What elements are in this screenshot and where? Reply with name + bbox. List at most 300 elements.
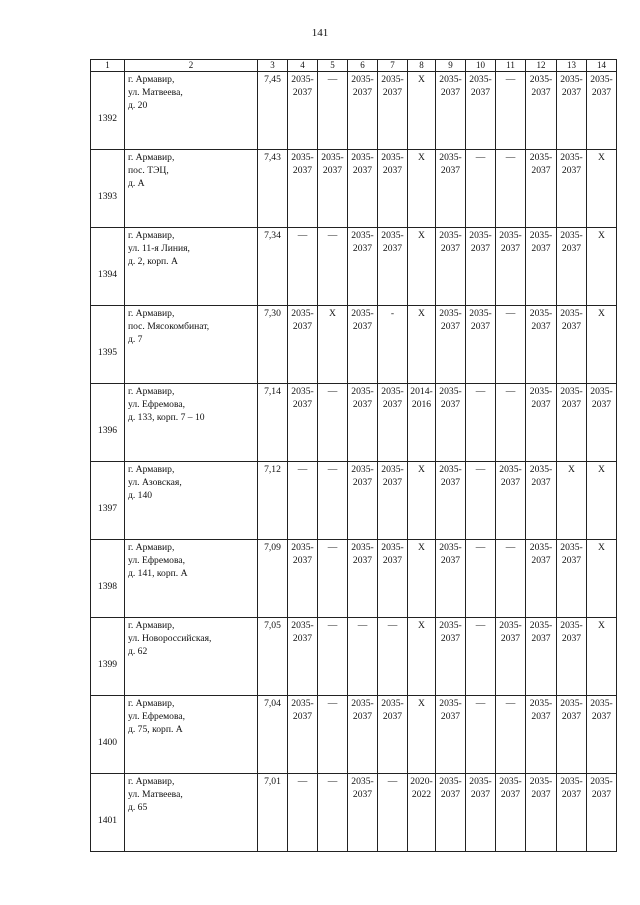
period-cell bbox=[288, 540, 318, 618]
period-text: 2037 bbox=[352, 789, 373, 800]
address-line: д. 133, корп. 7 – 10 bbox=[128, 412, 205, 423]
period-text: 2035- bbox=[321, 152, 344, 163]
period-cell bbox=[436, 150, 466, 228]
period-cell bbox=[318, 774, 348, 852]
value-cell: 7,43 bbox=[258, 150, 288, 228]
period-text: — bbox=[505, 152, 516, 163]
period-text: — bbox=[327, 542, 338, 553]
period-text: — bbox=[327, 620, 338, 631]
period-text: — bbox=[387, 776, 398, 787]
period-text: 2037 bbox=[440, 633, 461, 644]
period-cell bbox=[496, 72, 526, 150]
period-text: 2037 bbox=[470, 243, 491, 254]
address-line: ул. Азовская, bbox=[128, 477, 182, 488]
table-row bbox=[91, 384, 617, 462]
period-text: 2035- bbox=[590, 74, 613, 85]
period-text: 2037 bbox=[352, 477, 373, 488]
period-text: X bbox=[418, 620, 425, 631]
period-cell bbox=[408, 696, 436, 774]
address-line: г. Армавир, bbox=[128, 152, 175, 163]
period-text: 2037 bbox=[352, 321, 373, 332]
period-cell bbox=[526, 228, 557, 306]
period-cell bbox=[587, 540, 617, 618]
period-text: — bbox=[505, 542, 516, 553]
period-cell bbox=[496, 306, 526, 384]
period-text: 2035- bbox=[381, 542, 404, 553]
period-cell bbox=[288, 72, 318, 150]
period-text: 2035- bbox=[381, 464, 404, 475]
period-text: — bbox=[327, 698, 338, 709]
period-cell bbox=[408, 228, 436, 306]
period-text: 2035- bbox=[291, 386, 314, 397]
period-cell bbox=[348, 618, 378, 696]
period-text: 2037 bbox=[440, 399, 461, 410]
period-cell bbox=[526, 72, 557, 150]
period-text: 2037 bbox=[591, 399, 612, 410]
period-cell bbox=[496, 384, 526, 462]
period-text: 2035- bbox=[590, 386, 613, 397]
period-text: 2037 bbox=[531, 399, 551, 410]
period-text: 2037 bbox=[591, 789, 612, 800]
period-text: 2035- bbox=[469, 776, 492, 787]
period-text: 2035- bbox=[351, 74, 374, 85]
column-header: 10 bbox=[466, 60, 496, 72]
period-cell bbox=[318, 72, 348, 150]
period-text: 2035- bbox=[529, 698, 553, 709]
period-cell bbox=[587, 306, 617, 384]
row-number: 1399 bbox=[97, 659, 118, 670]
period-cell bbox=[466, 618, 496, 696]
address-cell bbox=[125, 72, 258, 150]
period-text: 2014- bbox=[410, 386, 433, 397]
period-text: 2037 bbox=[382, 87, 403, 98]
period-text: 2035- bbox=[560, 74, 583, 85]
period-cell bbox=[378, 72, 408, 150]
period-text: 2035- bbox=[439, 776, 462, 787]
address-line: ул. Ефремова, bbox=[128, 555, 186, 566]
period-text: 2037 bbox=[382, 399, 403, 410]
period-text: — bbox=[297, 776, 308, 787]
period-text: 2035- bbox=[351, 542, 374, 553]
row-number-cell bbox=[91, 228, 125, 306]
period-text: 2037 bbox=[470, 87, 491, 98]
period-text: 2037 bbox=[531, 555, 551, 566]
period-text: 2037 bbox=[440, 477, 461, 488]
period-text: 2037 bbox=[531, 477, 551, 488]
column-header: 3 bbox=[258, 60, 288, 72]
column-header: 4 bbox=[288, 60, 318, 72]
value-cell: 7,04 bbox=[258, 696, 288, 774]
period-cell bbox=[378, 228, 408, 306]
address-cell bbox=[125, 228, 258, 306]
period-text: 2037 bbox=[352, 243, 373, 254]
period-cell bbox=[587, 228, 617, 306]
period-cell bbox=[378, 618, 408, 696]
period-cell bbox=[587, 72, 617, 150]
value-cell: 7,12 bbox=[258, 462, 288, 540]
period-text: 2035- bbox=[529, 542, 553, 553]
period-cell bbox=[587, 150, 617, 228]
column-header: 12 bbox=[526, 60, 557, 72]
period-cell bbox=[318, 540, 348, 618]
period-text: 2037 bbox=[292, 633, 313, 644]
period-text: 2037 bbox=[292, 399, 313, 410]
period-text: 2037 bbox=[531, 789, 551, 800]
period-text: 2035- bbox=[291, 152, 314, 163]
period-text: 2037 bbox=[382, 165, 403, 176]
period-text: 2035- bbox=[499, 230, 522, 241]
period-text: 2037 bbox=[500, 633, 521, 644]
column-header: 5 bbox=[318, 60, 348, 72]
period-cell bbox=[557, 618, 587, 696]
period-text: 2037 bbox=[531, 711, 551, 722]
period-cell bbox=[378, 150, 408, 228]
period-text: 2037 bbox=[500, 243, 521, 254]
address-line: ул. Матвеева, bbox=[128, 87, 183, 98]
period-cell bbox=[408, 384, 436, 462]
period-cell bbox=[378, 306, 408, 384]
period-text: 2020- bbox=[410, 776, 433, 787]
period-cell bbox=[466, 540, 496, 618]
page-number: 141 bbox=[311, 27, 329, 39]
period-cell bbox=[526, 774, 557, 852]
value-cell: 7,30 bbox=[258, 306, 288, 384]
period-text: 2035- bbox=[499, 620, 522, 631]
period-text: 2035- bbox=[351, 698, 374, 709]
period-text: X bbox=[568, 464, 575, 475]
row-number-cell bbox=[91, 540, 125, 618]
period-text: 2035- bbox=[560, 698, 583, 709]
period-cell bbox=[496, 774, 526, 852]
period-cell bbox=[557, 228, 587, 306]
period-cell bbox=[288, 618, 318, 696]
period-cell bbox=[318, 696, 348, 774]
period-cell bbox=[557, 540, 587, 618]
period-text: 2037 bbox=[561, 399, 582, 410]
period-text: 2035- bbox=[291, 542, 314, 553]
period-text: 2037 bbox=[440, 789, 461, 800]
row-number: 1400 bbox=[97, 737, 118, 748]
address-line: ул. Новороссийская, bbox=[128, 633, 212, 644]
row-number-cell bbox=[91, 150, 125, 228]
period-text: X bbox=[598, 230, 605, 241]
period-text: 2035- bbox=[529, 620, 553, 631]
period-cell bbox=[526, 462, 557, 540]
address-line: д. 65 bbox=[128, 802, 148, 813]
period-text: 2035- bbox=[469, 308, 492, 319]
address-line: д. 141, корп. А bbox=[128, 568, 188, 579]
period-cell bbox=[496, 462, 526, 540]
period-cell bbox=[288, 696, 318, 774]
row-number-cell bbox=[91, 696, 125, 774]
period-text: 2037 bbox=[292, 711, 313, 722]
period-text: — bbox=[297, 464, 308, 475]
period-cell bbox=[436, 306, 466, 384]
period-cell bbox=[378, 696, 408, 774]
address-line: ул. Ефремова, bbox=[128, 399, 186, 410]
period-text: X bbox=[329, 308, 336, 319]
period-cell bbox=[436, 618, 466, 696]
period-cell bbox=[466, 384, 496, 462]
period-text: 2035- bbox=[351, 308, 374, 319]
period-text: 2037 bbox=[292, 87, 313, 98]
period-text: — bbox=[505, 74, 516, 85]
period-text: — bbox=[475, 386, 486, 397]
period-text: 2037 bbox=[382, 477, 403, 488]
period-text: 2035- bbox=[381, 152, 404, 163]
period-text: 2035- bbox=[560, 230, 583, 241]
period-cell bbox=[526, 540, 557, 618]
row-number-cell bbox=[91, 618, 125, 696]
period-text: - bbox=[390, 308, 395, 319]
period-text: 2037 bbox=[382, 555, 403, 566]
period-cell bbox=[378, 540, 408, 618]
period-text: 2035- bbox=[560, 386, 583, 397]
period-cell bbox=[348, 540, 378, 618]
column-header: 8 bbox=[408, 60, 436, 72]
address-line: ул. 11-я Линия, bbox=[128, 243, 190, 254]
period-cell bbox=[408, 774, 436, 852]
column-header: 7 bbox=[378, 60, 408, 72]
period-cell bbox=[408, 306, 436, 384]
period-text: 2037 bbox=[382, 711, 403, 722]
period-text: 2035- bbox=[439, 620, 462, 631]
period-text: 2035- bbox=[291, 620, 314, 631]
period-cell bbox=[288, 228, 318, 306]
table-row bbox=[91, 618, 617, 696]
period-cell bbox=[408, 618, 436, 696]
period-cell bbox=[466, 306, 496, 384]
period-cell bbox=[496, 696, 526, 774]
period-cell bbox=[348, 150, 378, 228]
period-cell bbox=[318, 462, 348, 540]
column-number-header-row bbox=[91, 60, 617, 72]
period-text: 2035- bbox=[291, 698, 314, 709]
address-line: г. Армавир, bbox=[128, 464, 175, 475]
row-number: 1393 bbox=[97, 191, 118, 202]
period-text: 2035- bbox=[469, 230, 492, 241]
period-cell bbox=[587, 774, 617, 852]
table-row bbox=[91, 150, 617, 228]
period-cell bbox=[408, 462, 436, 540]
period-text: 2037 bbox=[561, 633, 582, 644]
period-text: 2037 bbox=[531, 87, 551, 98]
period-text: — bbox=[475, 620, 486, 631]
period-cell bbox=[496, 150, 526, 228]
period-text: 2035- bbox=[381, 230, 404, 241]
period-cell bbox=[496, 228, 526, 306]
period-text: X bbox=[598, 542, 605, 553]
period-cell bbox=[348, 384, 378, 462]
period-text: 2035- bbox=[439, 386, 462, 397]
period-text: 2035- bbox=[381, 74, 404, 85]
housing-repair-schedule-table bbox=[90, 59, 617, 852]
period-cell bbox=[436, 696, 466, 774]
period-cell bbox=[587, 696, 617, 774]
period-cell bbox=[318, 306, 348, 384]
period-text: 2035- bbox=[560, 620, 583, 631]
address-line: пос. Мясокомбинат, bbox=[128, 321, 210, 332]
period-cell bbox=[348, 462, 378, 540]
period-text: 2037 bbox=[591, 87, 612, 98]
period-text: 2037 bbox=[561, 87, 582, 98]
period-cell bbox=[408, 72, 436, 150]
period-cell bbox=[557, 384, 587, 462]
period-cell bbox=[466, 150, 496, 228]
period-text: X bbox=[598, 308, 605, 319]
table-row bbox=[91, 306, 617, 384]
period-text: 2035- bbox=[529, 230, 553, 241]
period-text: — bbox=[387, 620, 398, 631]
period-text: 2037 bbox=[531, 633, 551, 644]
period-text: 2035- bbox=[560, 152, 583, 163]
period-cell bbox=[378, 774, 408, 852]
period-cell bbox=[348, 228, 378, 306]
period-text: 2037 bbox=[531, 243, 551, 254]
period-text: 2035- bbox=[499, 464, 522, 475]
period-text: 2037 bbox=[292, 555, 313, 566]
period-text: 2037 bbox=[352, 87, 373, 98]
period-text: 2035- bbox=[439, 74, 462, 85]
period-cell bbox=[318, 228, 348, 306]
period-text: 2035- bbox=[381, 386, 404, 397]
period-text: 2037 bbox=[440, 711, 461, 722]
period-cell bbox=[318, 384, 348, 462]
address-line: г. Армавир, bbox=[128, 698, 175, 709]
period-cell bbox=[288, 774, 318, 852]
address-line: д. 20 bbox=[128, 100, 148, 111]
period-cell bbox=[466, 696, 496, 774]
column-header: 11 bbox=[496, 60, 526, 72]
period-text: 2037 bbox=[440, 321, 461, 332]
period-text: 2035- bbox=[469, 74, 492, 85]
period-cell bbox=[436, 72, 466, 150]
row-number: 1394 bbox=[97, 269, 118, 280]
period-text: 2035- bbox=[499, 776, 522, 787]
period-cell bbox=[436, 774, 466, 852]
period-text: X bbox=[418, 308, 425, 319]
period-cell bbox=[408, 150, 436, 228]
period-cell bbox=[466, 228, 496, 306]
period-text: X bbox=[598, 464, 605, 475]
period-text: 2037 bbox=[352, 165, 373, 176]
period-text: — bbox=[475, 698, 486, 709]
period-text: — bbox=[327, 74, 338, 85]
address-line: ул. Матвеева, bbox=[128, 789, 183, 800]
address-line: д. 62 bbox=[128, 646, 148, 657]
period-text: 2037 bbox=[352, 711, 373, 722]
row-number: 1395 bbox=[97, 347, 118, 358]
table-row bbox=[91, 72, 617, 150]
period-cell bbox=[587, 462, 617, 540]
table-row bbox=[91, 228, 617, 306]
address-cell bbox=[125, 774, 258, 852]
period-cell bbox=[526, 618, 557, 696]
period-cell bbox=[526, 384, 557, 462]
period-text: — bbox=[327, 776, 338, 787]
table-row bbox=[91, 774, 617, 852]
row-number: 1401 bbox=[97, 815, 118, 826]
period-cell bbox=[378, 384, 408, 462]
address-line: г. Армавир, bbox=[128, 230, 175, 241]
period-cell bbox=[348, 306, 378, 384]
table-body bbox=[91, 60, 617, 852]
period-text: 2037 bbox=[440, 165, 461, 176]
period-text: 2035- bbox=[439, 698, 462, 709]
period-text: 2035- bbox=[529, 152, 553, 163]
period-cell bbox=[587, 384, 617, 462]
period-text: 2037 bbox=[561, 243, 582, 254]
column-header: 13 bbox=[557, 60, 587, 72]
period-cell bbox=[348, 72, 378, 150]
address-cell bbox=[125, 150, 258, 228]
period-text: 2022 bbox=[411, 789, 432, 800]
period-cell bbox=[466, 72, 496, 150]
address-line: д. 2, корп. А bbox=[128, 256, 178, 267]
column-header: 1 bbox=[91, 60, 125, 72]
address-cell bbox=[125, 306, 258, 384]
value-cell: 7,01 bbox=[258, 774, 288, 852]
period-cell bbox=[526, 696, 557, 774]
period-text: — bbox=[505, 386, 516, 397]
period-text: — bbox=[505, 308, 516, 319]
period-text: 2035- bbox=[560, 776, 583, 787]
period-text: — bbox=[357, 620, 368, 631]
period-text: 2035- bbox=[291, 308, 314, 319]
period-text: 2035- bbox=[439, 542, 462, 553]
value-cell: 7,45 bbox=[258, 72, 288, 150]
period-text: — bbox=[327, 464, 338, 475]
address-line: г. Армавир, bbox=[128, 386, 175, 397]
period-text: — bbox=[475, 464, 486, 475]
period-cell bbox=[557, 72, 587, 150]
table-row bbox=[91, 696, 617, 774]
period-cell bbox=[466, 462, 496, 540]
period-text: 2037 bbox=[440, 555, 461, 566]
address-cell bbox=[125, 384, 258, 462]
period-text: 2037 bbox=[440, 87, 461, 98]
period-text: 2037 bbox=[531, 321, 551, 332]
period-text: — bbox=[297, 230, 308, 241]
period-cell bbox=[557, 696, 587, 774]
period-text: 2035- bbox=[351, 230, 374, 241]
value-cell: 7,14 bbox=[258, 384, 288, 462]
period-cell bbox=[496, 540, 526, 618]
row-number-cell bbox=[91, 384, 125, 462]
period-text: 2037 bbox=[561, 789, 582, 800]
period-cell bbox=[436, 540, 466, 618]
period-text: X bbox=[418, 464, 425, 475]
column-header: 14 bbox=[587, 60, 617, 72]
column-header: 2 bbox=[125, 60, 258, 72]
period-text: — bbox=[327, 230, 338, 241]
period-text: — bbox=[475, 542, 486, 553]
period-text: 2035- bbox=[560, 542, 583, 553]
period-text: 2037 bbox=[531, 165, 551, 176]
period-text: 2037 bbox=[440, 243, 461, 254]
period-cell bbox=[526, 150, 557, 228]
period-text: 2035- bbox=[351, 152, 374, 163]
period-text: 2037 bbox=[382, 243, 403, 254]
period-text: 2035- bbox=[529, 386, 553, 397]
period-text: X bbox=[598, 620, 605, 631]
value-cell: 7,05 bbox=[258, 618, 288, 696]
period-text: 2037 bbox=[591, 711, 612, 722]
address-line: д. А bbox=[128, 178, 145, 189]
address-cell bbox=[125, 696, 258, 774]
period-text: 2037 bbox=[352, 399, 373, 410]
address-line: д. 75, корп. А bbox=[128, 724, 183, 735]
